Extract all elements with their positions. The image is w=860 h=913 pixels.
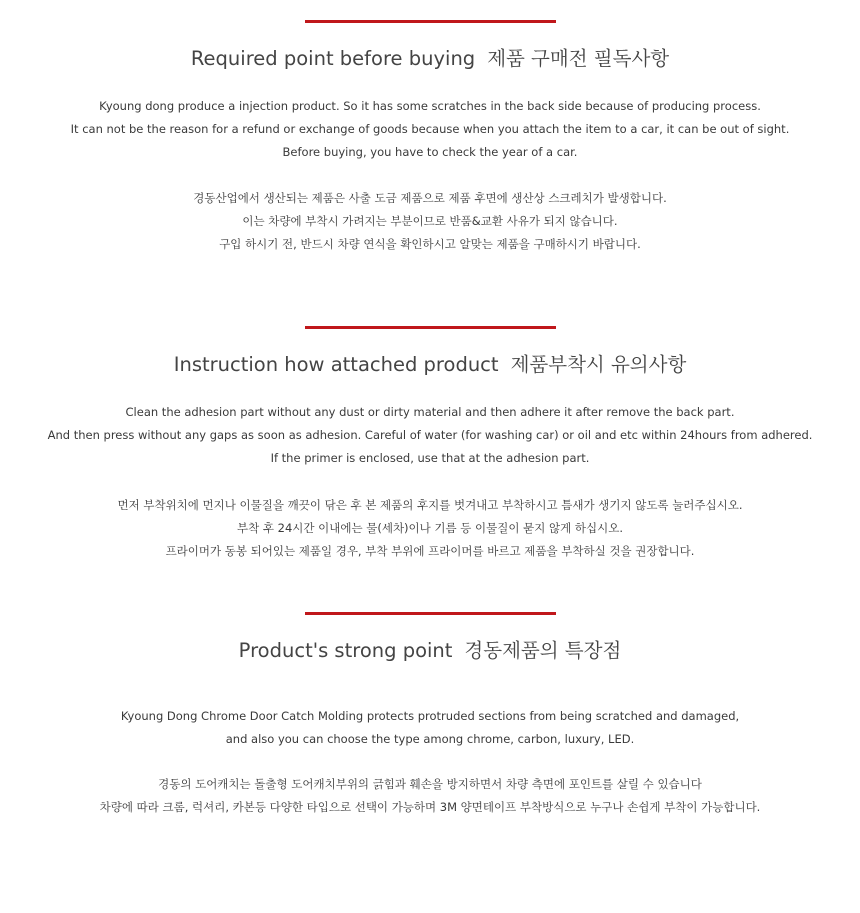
section-2-divider [305,326,556,329]
section-3-heading-en: Product's strong point [238,639,453,662]
section-2-english-line: Clean the adhesion part without any dust or dirty material and then adhere it after remove the back part. [125,405,735,419]
section-1-english-line: It can not be the reason for a refund or exchange of goods because when you attach the item to a car, it can be out of sight. [70,122,790,136]
section-2-heading-ko: 제품부착시 유의사항 [510,353,687,376]
section-2-korean-line: 부착 후 24시간 이내에는 물(세차)이나 기름 등 이물질이 묻지 않게 하십시오. [237,521,623,535]
section-3-korean-line: 차량에 따라 크롬, 럭셔리, 카본등 다양한 타입으로 선택이 가능하며 3M 양면테이프 부착방식으로 누구나 손쉽게 부착이 가능합니다. [99,800,761,814]
section-3-korean-paragraph [0,773,860,819]
section-1-korean-line: 경동산업에서 생산되는 제품은 사출 도금 제품으로 제품 후면에 생산상 스크레치가 발생합니다. [193,191,667,205]
section-2-english-line: And then press without any gaps as soon as adhesion. Careful of water (for washing car) or oil and etc within 24hours from adhered. [47,428,813,442]
section-2-korean-line: 먼저 부착위치에 먼지나 이물질을 깨끗이 닦은 후 본 제품의 후지를 벗겨내고 부착하시고 틈새가 생기지 않도록 눌러주십시오. [117,498,743,512]
section-1-korean-paragraph [0,187,860,256]
section-2-heading-en: Instruction how attached product [173,353,499,376]
section-3-english-line: and also you can choose the type among chrome, carbon, luxury, LED. [225,732,635,746]
section-1-korean-line: 이는 차량에 부착시 가려지는 부분이므로 반품&교환 사유가 되지 않습니다. [242,214,618,228]
section-3-heading-ko: 경동제품의 특장점 [464,639,622,662]
section-1-korean-line: 구입 하시기 전, 반드시 차량 연식을 확인하시고 알맞는 제품을 구매하시기 바랍니다. [219,237,641,251]
section-3-heading [0,638,860,664]
section-3-english-line: Kyoung Dong Chrome Door Catch Molding protects protruded sections from being scratched and damaged, [120,709,740,723]
section-1-english-paragraph [0,95,860,164]
section-2-korean-paragraph [0,494,860,563]
section-3-english-paragraph [0,705,860,751]
section-3-divider [305,612,556,615]
section-1-heading [0,46,860,72]
section-1-divider [305,20,556,23]
section-2-korean-line: 프라이머가 동봉 되어있는 제품일 경우, 부착 부위에 프라이머를 바르고 제품을 부착하실 것을 권장합니다. [165,544,695,558]
section-3-korean-line: 경동의 도어캐치는 돌출형 도어캐치부위의 긁힘과 훼손을 방지하면서 차량 측면에 포인트를 살릴 수 있습니다 [158,777,702,791]
section-2-heading [0,352,860,378]
section-1-english-line: Before buying, you have to check the year of a car. [282,145,578,159]
section-1-heading-en: Required point before buying [190,47,476,70]
section-1-heading-ko: 제품 구매전 필독사항 [487,47,670,70]
section-2-english-line: If the primer is enclosed, use that at the adhesion part. [270,451,590,465]
section-2-english-paragraph [0,401,860,470]
section-1-english-line: Kyoung dong produce a injection product. So it has some scratches in the back side because of producing process. [99,99,761,113]
